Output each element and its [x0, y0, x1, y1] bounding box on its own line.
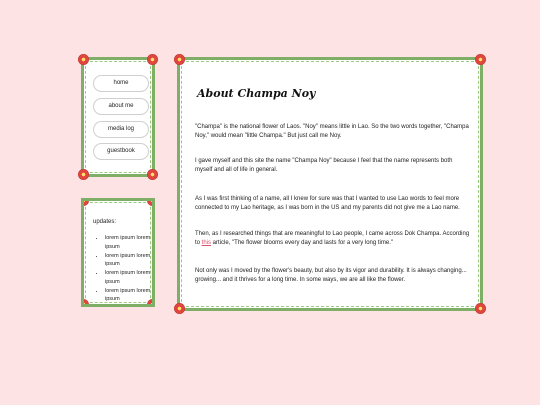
flower-icon [475, 303, 486, 314]
update-item: • lorem ipsum lorem ipsum [105, 252, 155, 269]
update-item: • lorem ipsum lorem ipsum [105, 234, 155, 251]
nav-about-me-button[interactable]: about me [93, 98, 149, 115]
flower-icon [147, 54, 158, 65]
nav-guestbook-button[interactable]: guestbook [93, 143, 149, 160]
main-panel [177, 57, 483, 311]
paragraph [195, 230, 471, 247]
page-title: About Champa Noy [197, 87, 316, 100]
flower-icon [475, 54, 486, 65]
flower-icon [78, 54, 89, 65]
flower-icon [81, 198, 89, 206]
paragraph: Not only was I moved by the flower's beauty, but also by its vigor and durability. It is always changing... growing... and it thrives for a long time. In some ways, we are all like the flower. [195, 268, 467, 283]
updates-panel [81, 198, 155, 307]
flower-icon [81, 299, 89, 307]
flower-icon [174, 54, 185, 65]
flower-icon [78, 169, 89, 180]
update-item: • lorem ipsum lorem ipsum [105, 269, 155, 286]
paragraph: "Champa" is the national flower of Laos. "Noy" means little in Lao. So the two words together, "Champa Noy," would mean "little Champa." But just call me Noy. [195, 124, 469, 139]
nav-panel [81, 57, 155, 177]
updates-list [93, 234, 155, 304]
flower-icon [147, 169, 158, 180]
nav-home-button[interactable]: home [93, 75, 149, 92]
updates-title: updates: [93, 219, 117, 225]
nav-media-log-button[interactable]: media log [93, 121, 149, 138]
update-item: • lorem ipsum lorem ipsum [105, 287, 155, 304]
paragraph-text: Then, as I researched things that are meaningful to Lao people, I came across Dok Champa. According to [195, 231, 470, 246]
paragraph-text: article, "The flower blooms every day and lasts for a very long time." [211, 239, 394, 246]
flower-icon [174, 303, 185, 314]
flower-icon [147, 198, 155, 206]
article-link[interactable]: this [201, 239, 212, 246]
paragraph: I gave myself and this site the name "Champa Noy" because I feel that the name represents both myself and all of life in general. [195, 158, 453, 173]
paragraph: As I was first thinking of a name, all I knew for sure was that I wanted to use Lao words to feel more connected to my Lao heritage, as I was born in the US and my parents did not give me a Lao name. [195, 196, 460, 211]
